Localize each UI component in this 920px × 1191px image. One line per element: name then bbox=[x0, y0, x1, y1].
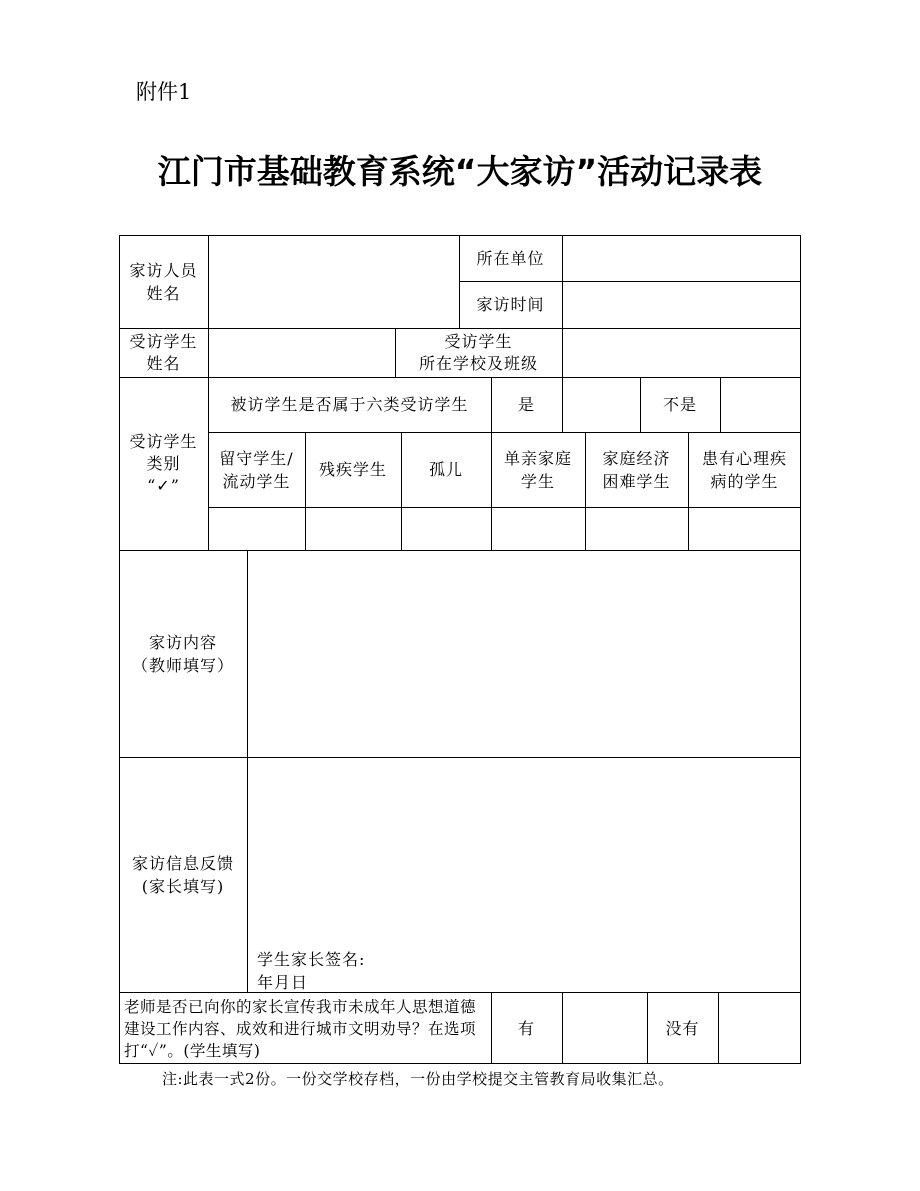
no-checkbox[interactable] bbox=[721, 378, 800, 432]
has-checkbox[interactable] bbox=[563, 993, 647, 1063]
category-check-cell[interactable] bbox=[586, 508, 688, 550]
student-school-class-label: 受访学生 所在学校及班级 bbox=[418, 331, 538, 373]
visit-content-label: 家访内容 （教师填写） bbox=[131, 632, 234, 675]
yes-checkbox[interactable] bbox=[563, 378, 640, 432]
student-name-label: 受访学生 姓名 bbox=[129, 331, 198, 373]
parent-signature-label: 学生家长签名: bbox=[257, 950, 366, 969]
date-label: 年月日 bbox=[257, 973, 309, 992]
propaganda-question: 老师是否已向你的家长宣传我市未成年人思想道德建设工作内容、成效和进行城市文明劝导？在选项打“✓”。(学生填写) bbox=[124, 997, 477, 1060]
visit-content-field[interactable] bbox=[248, 551, 800, 757]
category-check-cell[interactable] bbox=[209, 508, 305, 550]
visit-time-label: 家访时间 bbox=[476, 295, 545, 314]
category-financial-hardship: 家庭经济 困难学生 bbox=[602, 448, 671, 491]
yes-label: 是 bbox=[517, 395, 535, 414]
category-check-cell[interactable] bbox=[689, 508, 800, 550]
student-name-field[interactable] bbox=[209, 329, 395, 377]
category-check-cell[interactable] bbox=[402, 508, 491, 550]
page-title: 江门市基础教育系统“大家访”活动记录表 bbox=[157, 152, 763, 191]
unit-label: 所在单位 bbox=[476, 248, 545, 268]
category-check-cell[interactable] bbox=[492, 508, 585, 550]
category-left-behind: 留守学生/ 流动学生 bbox=[219, 448, 294, 491]
category-disabled: 残疾学生 bbox=[318, 460, 387, 479]
student-school-class-field[interactable] bbox=[563, 329, 800, 377]
student-category-label: 受访学生 类别 “✓” bbox=[129, 431, 198, 495]
no-label: 不是 bbox=[662, 395, 697, 414]
category-check-cell[interactable] bbox=[306, 508, 401, 550]
has-label: 有 bbox=[517, 1018, 535, 1038]
feedback-label: 家访信息反馈 (家长填写) bbox=[131, 853, 234, 896]
category-mental-illness: 患有心理疾 病的学生 bbox=[701, 448, 787, 491]
feedback-field[interactable] bbox=[248, 758, 800, 938]
category-single-parent: 单亲家庭 学生 bbox=[503, 448, 572, 491]
visit-time-field[interactable] bbox=[563, 282, 800, 328]
footer-note: 注:此表一式2份。一份交学校存档，一份由学校提交主管教育局收集汇总。 bbox=[162, 1070, 674, 1088]
visitor-name-field[interactable] bbox=[209, 236, 459, 328]
attachment-label: 附件1 bbox=[136, 80, 192, 104]
has-not-checkbox[interactable] bbox=[719, 993, 800, 1063]
visitor-name-label: 家访人员 姓名 bbox=[129, 260, 198, 303]
six-types-question: 被访学生是否属于六类受访学生 bbox=[230, 395, 469, 414]
has-not-label: 没有 bbox=[665, 1018, 700, 1038]
category-orphan: 孤儿 bbox=[428, 460, 463, 479]
unit-field[interactable] bbox=[563, 236, 800, 281]
